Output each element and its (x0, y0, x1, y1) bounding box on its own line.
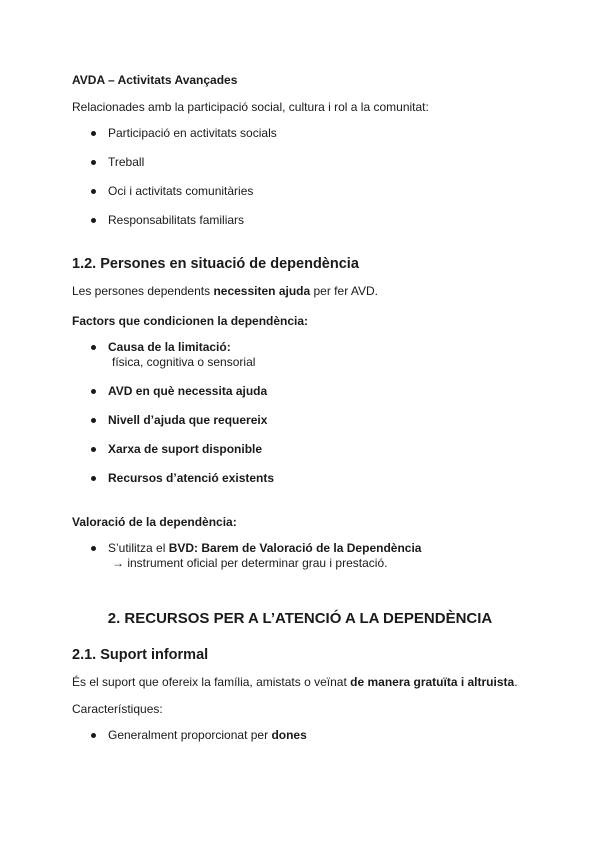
avda-item: Participació en activitats socials (108, 126, 277, 140)
suport-bold-text: de manera gratuïta i altruista (350, 675, 515, 689)
factor-label: Xarxa de suport disponible (108, 442, 263, 456)
bullet-icon (91, 218, 96, 223)
bullet-icon (91, 546, 96, 551)
valoracio-title: Valoració de la dependència: (72, 515, 237, 529)
bullet-icon (91, 447, 96, 452)
factor-detail: física, cognitiva o sensorial (112, 355, 256, 369)
avda-item: Responsabilitats familiars (108, 213, 245, 227)
valoracio-bold-text: BVD: Barem de Valoració de la Dependència (168, 541, 422, 555)
bullet-icon (91, 418, 96, 423)
valoracio-text: S’utilitza el (108, 541, 169, 555)
section-2-1-text (72, 675, 518, 690)
bullet-icon (91, 476, 96, 481)
caracteristica-text: Generalment proporcionat per (108, 728, 272, 742)
suport-text-end: . (514, 675, 518, 689)
factor-label: Causa de la limitació: (108, 340, 231, 354)
factors-title: Factors que condicionen la dependència: (72, 314, 309, 328)
section-heading-2-1: 2.1. Suport informal (72, 647, 209, 663)
factor-label: Nivell d’ajuda que requereix (108, 413, 268, 427)
bullet-icon (91, 189, 96, 194)
intro-text-end: per fer AVD. (310, 284, 378, 298)
avda-item: Oci i activitats comunitàries (108, 184, 254, 198)
intro-text: Les persones dependents (72, 284, 214, 298)
caracteristica-item (108, 728, 307, 743)
bullet-icon (91, 345, 96, 350)
avda-title: AVDA – Activitats Avançades (72, 73, 238, 87)
caracteristiques-label: Característiques: (72, 702, 163, 716)
section-heading-2: 2. RECURSOS PER A L’ATENCIÓ A LA DEPENDÈNCIA (107, 610, 493, 627)
avda-item: Treball (108, 155, 145, 169)
bullet-icon (91, 131, 96, 136)
section-heading-1-2: 1.2. Persones en situació de dependència (72, 256, 359, 272)
bullet-icon (91, 733, 96, 738)
valoracio-detail: → instrument oficial per determinar grau i prestació. (112, 556, 388, 570)
caracteristica-bold-text: dones (271, 728, 307, 742)
factor-label: Recursos d’atenció existents (108, 471, 275, 485)
factor-label: AVD en què necessita ajuda (108, 384, 268, 398)
bullet-icon (91, 389, 96, 394)
bullet-icon (91, 160, 96, 165)
section-1-2-intro (72, 284, 378, 299)
avda-intro: Relacionades amb la participació social, cultura i rol a la comunitat: (72, 100, 429, 114)
intro-bold-text: necessiten ajuda (213, 284, 311, 298)
valoracio-item (108, 541, 421, 556)
suport-text: És el suport que ofereix la família, amistats o veïnat (72, 675, 351, 689)
